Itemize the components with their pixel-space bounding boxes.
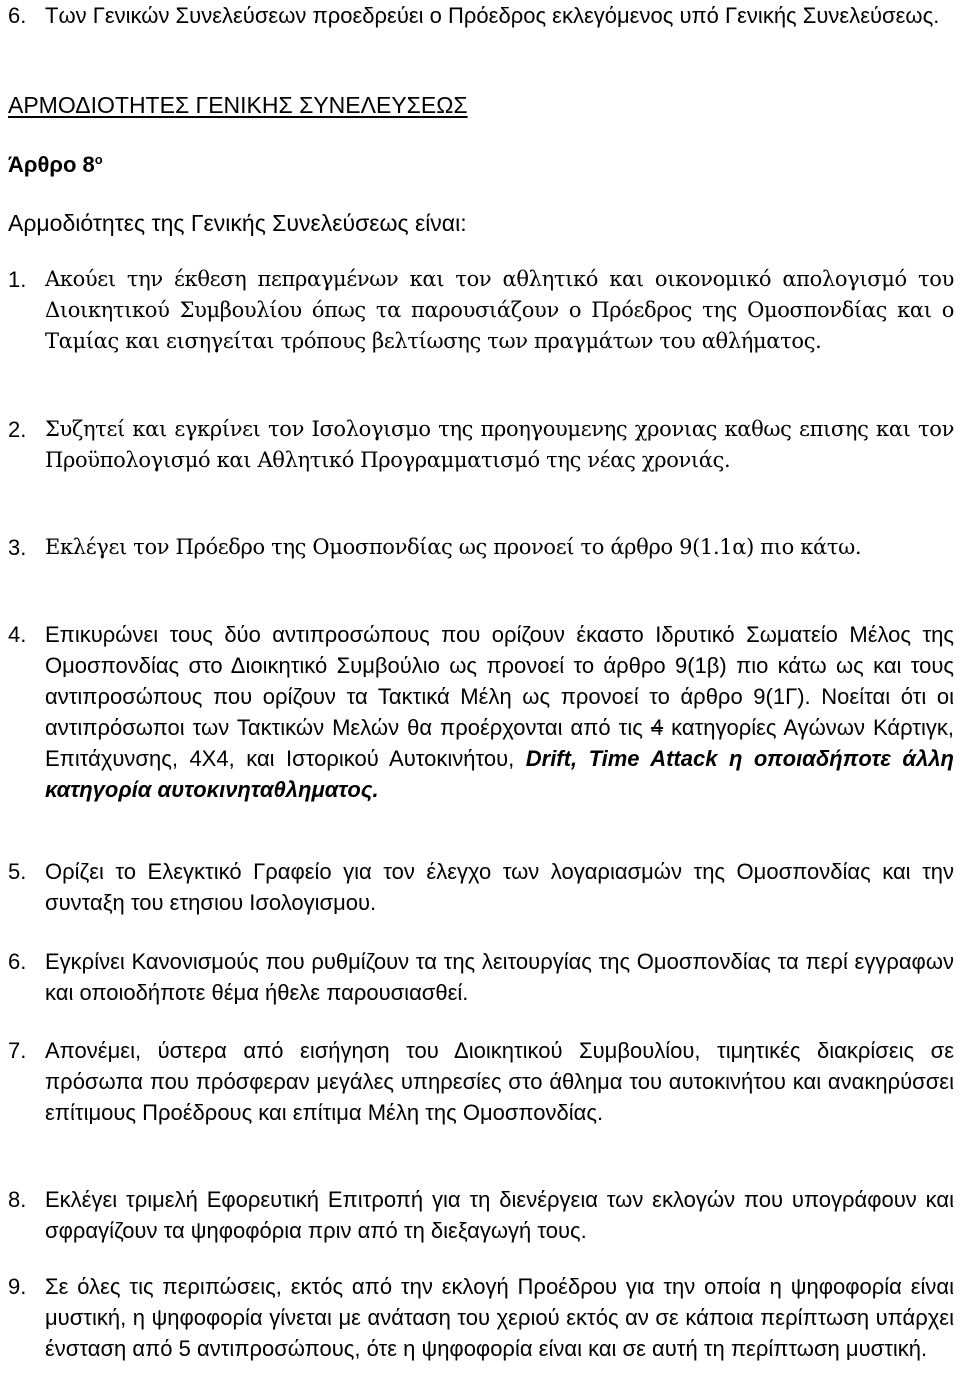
list-item-4 [8,619,954,805]
list-item-9 [8,1271,954,1364]
item-number: 8. [8,1187,27,1212]
article-superscript: ο [94,152,103,167]
item-text: Εκλέγει τον Πρόεδρο της Ομοσπονδίας ως προνοεί το άρθρο 9(1.1α) πιο κάτω. [45,535,862,559]
item-text-part2: κατηγορίες Αγώνων Κάρτιγκ, Επιτάχυνσης, 4Χ4, και Ιστορικού Αυτοκινήτου, [45,715,954,771]
item-number: 9. [8,1274,27,1299]
item-text [45,619,954,805]
item-text: Ακούει την έκθεση πεπραγμένων και τον αθλητικό και οικονομικό απολογισμό του Διοικητικού Συμβουλίου όπως τα παρουσιάζουν ο Πρόεδρος της Ομοσπονδίας και ο Ταμίας και εισηγείται τρόπους βελτίωσης των πραγμάτων του αθλήματος. [45,267,954,353]
clause-number: 6. [8,3,27,28]
item-number: 2. [8,417,27,442]
list-item-5 [8,856,954,918]
item-number: 7. [8,1038,27,1063]
list-item-6 [8,946,954,1008]
item-number: 6. [8,949,27,974]
list-item-1 [8,264,954,357]
item-text: Συζητεί και εγκρίνει τον Ισολογισμο της προηγουμενης χρονιας καθως επισης και τον Προϋπολογισμό και Αθλητικό Προγραμματισμό της νέας χρονιάς. [45,417,954,472]
item-number: 5. [8,859,27,884]
item-number: 4. [8,622,27,647]
competences-intro: Αρμοδιότητες της Γενικής Συνελεύσεως είναι: [8,210,467,236]
item-text: Εκλέγει τριμελή Εφορευτική Επιτροπή για τη διενέργεια των εκλογών που υπογράφουν και σφραγίζουν τα ψηφοφόρια πριν από τη διεξαγωγή τους. [45,1187,954,1243]
clause-text: Των Γενικών Συνελεύσεων προεδρεύει ο Πρόεδρος εκλεγόμενος υπό Γενικής Συνελεύσεως. [45,3,940,28]
section-heading: ΑΡΜΟΔΙΟΤΗΤΕΣ ΓΕΝΙΚΗΣ ΣΥΝΕΛΕΥΣΕΩΣ [8,92,468,118]
item-text: Σε όλες τις περιπώσεις, εκτός από την εκλογή Προέδρου για την οποία η ψηφοφορία είναι μυστική, η ψηφοφορία γίνεται με ανάταση του χεριού εκτός αν σε κάποια περίπτωση υπάρχει ένσταση από 5 αντιπροσώπους, ότε η ψηφοφορία είναι και σε αυτή τη περίπτωση μυστική. [45,1274,954,1361]
struck-text: 4 [650,715,664,740]
added-text: Drift, Time Attack η οποιαδήποτε άλλη κατηγορία αυτοκινηταθληματος. [45,746,954,802]
item-text-part1: Επικυρώνει τους δύο αντιπροσώπους που ορίζουν έκαστο Ιδρυτικό Σωματείο Μέλος της Ομοσπονδίας στο Διοικητικό Συμβούλιο ως προνοεί το άρθρο 9(1β) πιο κάτω ως και τους αντιπροσώπους που ορίζουν τα Τακτικά Μέλη ως προνοεί το άρθρο 9(1Γ). Νοείται ότι οι αντιπρόσωποι των Τακτικών Μελών θα προέρχονται από τις [45,622,954,740]
item-text: Ορίζει το Ελεγκτικό Γραφείο για τον έλεγχο των λογαριασμών της Ομοσπονδίας και την συνταξη του ετησιου Ισολογισμου. [45,859,954,915]
article-title [8,149,954,180]
item-text: Απονέμει, ύστερα από εισήγηση του Διοικητικού Συμβουλίου, τιμητικές διακρίσεις σε πρόσωπα που πρόσφεραν μεγάλες υπηρεσίες στο άθλημα του αυτοκινήτου και ανακηρύσσει επίτιμους Προέδρους και επίτιμα Μέλη της Ομοσπονδίας. [45,1038,954,1125]
article-label: Άρθρο 8 [8,152,95,177]
item-text: Εγκρίνει Κανονισμούς που ρυθμίζουν τα της λειτουργίας της Ομοσπονδίας τα περί εγγραφων και οποιοδήποτε θέμα ήθελε παρουσιασθεί. [45,949,954,1005]
list-item-8 [8,1184,954,1246]
list-item-7 [8,1035,954,1128]
intro-clause [8,0,954,31]
list-item-2 [8,414,954,476]
item-number: 1. [8,267,27,292]
item-number: 3. [8,535,27,560]
list-item-3 [8,532,954,563]
